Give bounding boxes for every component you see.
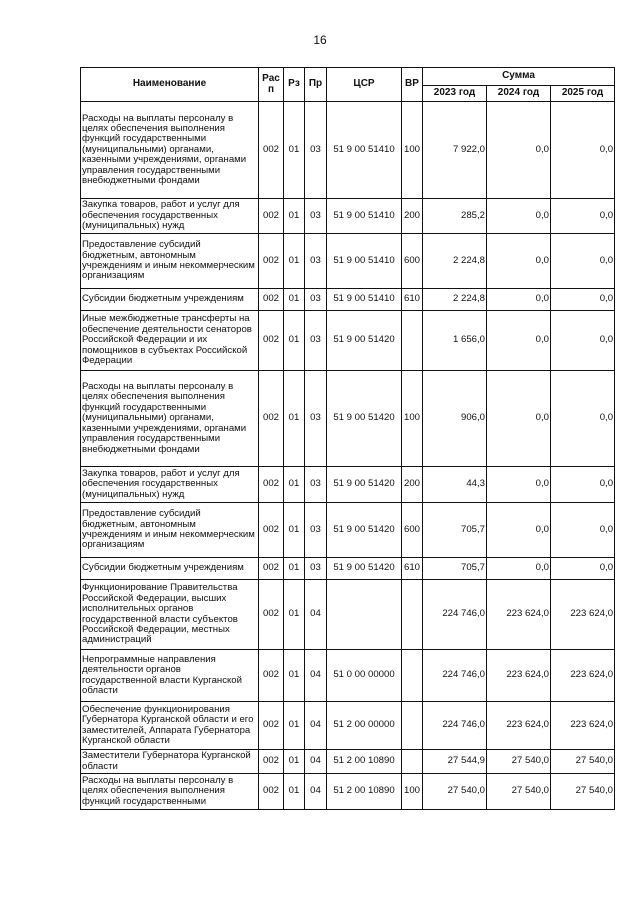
row-rasp: 002 bbox=[259, 580, 284, 650]
row-sum-2025: 223 624,0 bbox=[551, 650, 615, 702]
row-pr: 03 bbox=[305, 371, 327, 467]
row-rasp: 002 bbox=[259, 311, 284, 371]
row-sum-2023: 224 746,0 bbox=[423, 702, 487, 750]
header-2023: 2023 год bbox=[423, 86, 487, 102]
row-csr: 51 2 00 10890 bbox=[327, 774, 402, 810]
table-row bbox=[81, 371, 615, 467]
row-sum-2024: 223 624,0 bbox=[487, 580, 551, 650]
row-csr: 51 0 00 00000 bbox=[327, 650, 402, 702]
table-row bbox=[81, 467, 615, 503]
row-pr: 04 bbox=[305, 580, 327, 650]
row-sum-2024: 0,0 bbox=[487, 234, 551, 289]
row-rasp: 002 bbox=[259, 774, 284, 810]
row-sum-2023: 705,7 bbox=[423, 558, 487, 580]
row-sum-2024: 0,0 bbox=[487, 558, 551, 580]
row-csr: 51 9 00 51420 bbox=[327, 467, 402, 503]
row-rz: 01 bbox=[284, 371, 305, 467]
row-sum-2024: 223 624,0 bbox=[487, 702, 551, 750]
row-name: Субсидии бюджетным учреждениям bbox=[81, 558, 259, 580]
header-2024: 2024 год bbox=[487, 86, 551, 102]
row-vr: 600 bbox=[402, 234, 423, 289]
row-sum-2024: 0,0 bbox=[487, 503, 551, 558]
row-csr: 51 2 00 00000 bbox=[327, 702, 402, 750]
header-rasp: Рас п bbox=[259, 68, 284, 102]
row-rz: 01 bbox=[284, 774, 305, 810]
row-rasp: 002 bbox=[259, 289, 284, 311]
header-sum: Сумма bbox=[423, 68, 615, 86]
row-pr: 03 bbox=[305, 199, 327, 234]
row-sum-2023: 27 540,0 bbox=[423, 774, 487, 810]
table-row bbox=[81, 102, 615, 199]
row-sum-2024: 27 540,0 bbox=[487, 774, 551, 810]
row-rasp: 002 bbox=[259, 102, 284, 199]
row-rz: 01 bbox=[284, 650, 305, 702]
table-header bbox=[81, 68, 615, 102]
row-name: Предоставление субсидий бюджетным, автономным учреждениям и иным некоммерческим организациям bbox=[81, 503, 259, 558]
row-name: Расходы на выплаты персоналу в целях обеспечения выполнения функций государственными (муниципальными) органами, казенными учреждениями, органами управления государственными внебюджетными фондами bbox=[81, 371, 259, 467]
row-csr: 51 9 00 51420 bbox=[327, 558, 402, 580]
table-row bbox=[81, 750, 615, 774]
row-sum-2025: 223 624,0 bbox=[551, 702, 615, 750]
row-pr: 03 bbox=[305, 467, 327, 503]
row-rasp: 002 bbox=[259, 467, 284, 503]
row-sum-2025: 0,0 bbox=[551, 289, 615, 311]
row-sum-2025: 0,0 bbox=[551, 199, 615, 234]
row-rasp: 002 bbox=[259, 750, 284, 774]
row-rz: 01 bbox=[284, 558, 305, 580]
row-sum-2023: 27 544,9 bbox=[423, 750, 487, 774]
header-2025: 2025 год bbox=[551, 86, 615, 102]
row-pr: 03 bbox=[305, 558, 327, 580]
row-sum-2023: 1 656,0 bbox=[423, 311, 487, 371]
row-sum-2023: 705,7 bbox=[423, 503, 487, 558]
table-row bbox=[81, 311, 615, 371]
header-csr: ЦСР bbox=[327, 68, 402, 102]
row-name: Субсидии бюджетным учреждениям bbox=[81, 289, 259, 311]
table-row bbox=[81, 503, 615, 558]
row-rz: 01 bbox=[284, 702, 305, 750]
row-rasp: 002 bbox=[259, 199, 284, 234]
header-vr: ВР bbox=[402, 68, 423, 102]
row-csr: 51 9 00 51420 bbox=[327, 503, 402, 558]
row-sum-2023: 7 922,0 bbox=[423, 102, 487, 199]
row-name: Закупка товаров, работ и услуг для обеспечения государственных (муниципальных) нужд bbox=[81, 467, 259, 503]
row-vr: 610 bbox=[402, 289, 423, 311]
row-sum-2025: 0,0 bbox=[551, 558, 615, 580]
table-row bbox=[81, 650, 615, 702]
row-sum-2024: 0,0 bbox=[487, 289, 551, 311]
row-vr bbox=[402, 702, 423, 750]
row-vr bbox=[402, 311, 423, 371]
row-name: Заместители Губернатора Курганской области bbox=[81, 750, 259, 774]
row-csr: 51 9 00 51420 bbox=[327, 311, 402, 371]
row-vr bbox=[402, 580, 423, 650]
row-vr: 600 bbox=[402, 503, 423, 558]
row-sum-2025: 0,0 bbox=[551, 102, 615, 199]
row-vr: 200 bbox=[402, 467, 423, 503]
table-row bbox=[81, 558, 615, 580]
row-csr: 51 9 00 51410 bbox=[327, 199, 402, 234]
row-vr: 100 bbox=[402, 774, 423, 810]
row-vr bbox=[402, 650, 423, 702]
row-vr: 100 bbox=[402, 371, 423, 467]
row-sum-2024: 27 540,0 bbox=[487, 750, 551, 774]
row-rz: 01 bbox=[284, 750, 305, 774]
header-pr: Пр bbox=[305, 68, 327, 102]
table-body bbox=[81, 102, 615, 810]
row-sum-2025: 0,0 bbox=[551, 371, 615, 467]
row-vr: 100 bbox=[402, 102, 423, 199]
row-rasp: 002 bbox=[259, 650, 284, 702]
row-csr: 51 9 00 51420 bbox=[327, 371, 402, 467]
row-name: Расходы на выплаты персоналу в целях обеспечения выполнения функций государственными bbox=[81, 774, 259, 810]
table-row bbox=[81, 234, 615, 289]
table-row bbox=[81, 580, 615, 650]
row-name: Предоставление субсидий бюджетным, автономным учреждениям и иным некоммерческим организациям bbox=[81, 234, 259, 289]
row-pr: 03 bbox=[305, 289, 327, 311]
row-sum-2024: 0,0 bbox=[487, 311, 551, 371]
row-pr: 03 bbox=[305, 311, 327, 371]
row-sum-2023: 2 224,8 bbox=[423, 234, 487, 289]
row-sum-2025: 223 624,0 bbox=[551, 580, 615, 650]
row-sum-2025: 0,0 bbox=[551, 467, 615, 503]
row-rasp: 002 bbox=[259, 558, 284, 580]
row-rz: 01 bbox=[284, 102, 305, 199]
row-rz: 01 bbox=[284, 311, 305, 371]
row-csr: 51 9 00 51410 bbox=[327, 289, 402, 311]
row-pr: 04 bbox=[305, 774, 327, 810]
row-pr: 03 bbox=[305, 102, 327, 199]
row-sum-2023: 2 224,8 bbox=[423, 289, 487, 311]
row-rz: 01 bbox=[284, 580, 305, 650]
row-pr: 04 bbox=[305, 702, 327, 750]
row-sum-2023: 224 746,0 bbox=[423, 650, 487, 702]
row-vr: 200 bbox=[402, 199, 423, 234]
row-csr: 51 2 00 10890 bbox=[327, 750, 402, 774]
row-pr: 04 bbox=[305, 650, 327, 702]
row-rz: 01 bbox=[284, 234, 305, 289]
header-name: Наименование bbox=[81, 68, 259, 102]
row-sum-2023: 224 746,0 bbox=[423, 580, 487, 650]
row-csr: 51 9 00 51410 bbox=[327, 102, 402, 199]
table-row bbox=[81, 702, 615, 750]
row-sum-2025: 0,0 bbox=[551, 503, 615, 558]
row-name: Закупка товаров, работ и услуг для обеспечения государственных (муниципальных) нужд bbox=[81, 199, 259, 234]
row-sum-2024: 0,0 bbox=[487, 102, 551, 199]
row-name: Непрограммные направления деятельности органов государственной власти Курганской области bbox=[81, 650, 259, 702]
row-rasp: 002 bbox=[259, 371, 284, 467]
row-name: Иные межбюджетные трансферты на обеспечение деятельности сенаторов Российской Федерации и их помощников в субъектах Российской Федерации bbox=[81, 311, 259, 371]
row-rz: 01 bbox=[284, 503, 305, 558]
row-rz: 01 bbox=[284, 199, 305, 234]
row-csr bbox=[327, 580, 402, 650]
row-sum-2025: 0,0 bbox=[551, 311, 615, 371]
row-sum-2025: 0,0 bbox=[551, 234, 615, 289]
row-sum-2024: 223 624,0 bbox=[487, 650, 551, 702]
row-sum-2024: 0,0 bbox=[487, 199, 551, 234]
row-rz: 01 bbox=[284, 289, 305, 311]
row-name: Обеспечение функционирования Губернатора Курганской области и его заместителей, Аппарата Губернатора Курганской области bbox=[81, 702, 259, 750]
budget-table bbox=[80, 67, 615, 810]
row-sum-2025: 27 540,0 bbox=[551, 774, 615, 810]
row-sum-2023: 44,3 bbox=[423, 467, 487, 503]
row-rasp: 002 bbox=[259, 503, 284, 558]
row-csr: 51 9 00 51410 bbox=[327, 234, 402, 289]
row-name: Расходы на выплаты персоналу в целях обеспечения выполнения функций государственными (муниципальными) органами, казенными учреждениями, органами управления государственными внебюджетными фондами bbox=[81, 102, 259, 199]
page-number: 16 bbox=[313, 33, 327, 47]
row-sum-2023: 285,2 bbox=[423, 199, 487, 234]
row-name: Функционирование Правительства Российской Федерации, высших исполнительных органов государственной власти субъектов Российской Федерации, местных администраций bbox=[81, 580, 259, 650]
row-pr: 03 bbox=[305, 234, 327, 289]
row-rasp: 002 bbox=[259, 702, 284, 750]
table-row bbox=[81, 199, 615, 234]
table-row bbox=[81, 289, 615, 311]
row-pr: 04 bbox=[305, 750, 327, 774]
row-vr bbox=[402, 750, 423, 774]
row-rz: 01 bbox=[284, 467, 305, 503]
row-vr: 610 bbox=[402, 558, 423, 580]
row-pr: 03 bbox=[305, 503, 327, 558]
row-sum-2023: 906,0 bbox=[423, 371, 487, 467]
row-sum-2024: 0,0 bbox=[487, 467, 551, 503]
header-rz: Рз bbox=[284, 68, 305, 102]
row-sum-2024: 0,0 bbox=[487, 371, 551, 467]
row-rasp: 002 bbox=[259, 234, 284, 289]
row-sum-2025: 27 540,0 bbox=[551, 750, 615, 774]
table-row bbox=[81, 774, 615, 810]
